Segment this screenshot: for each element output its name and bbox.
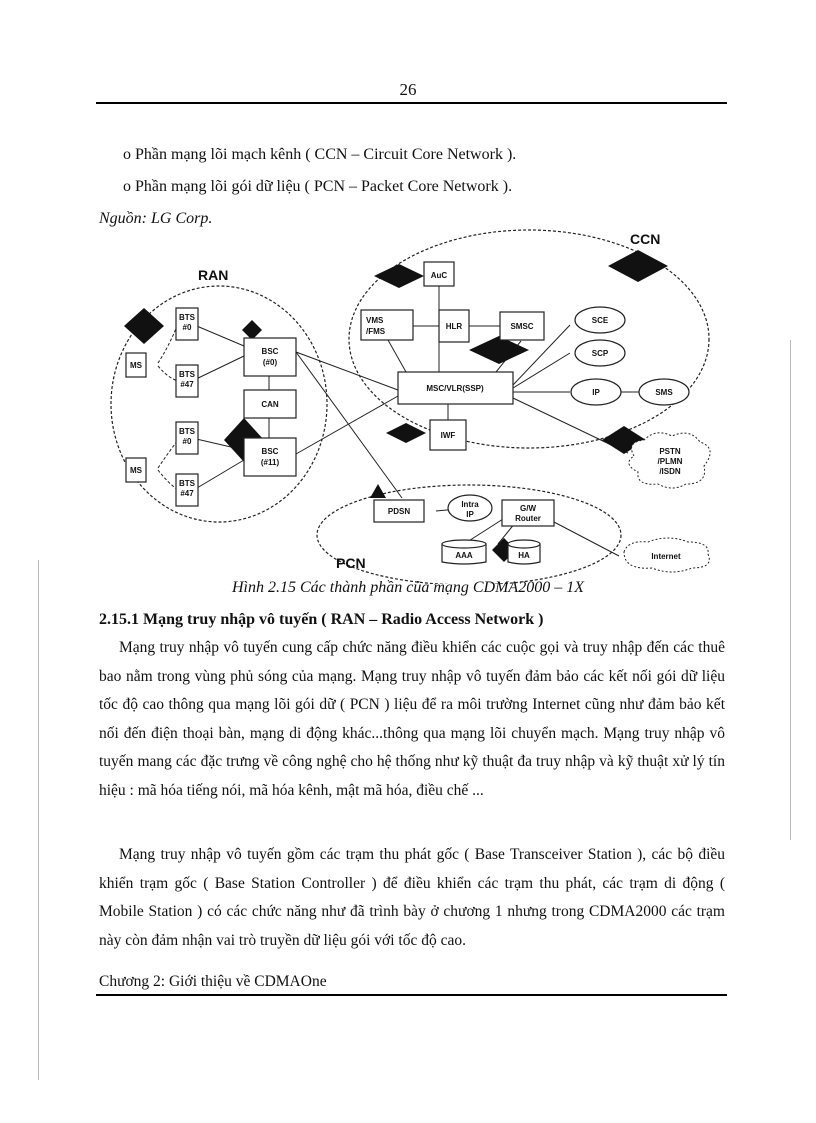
bts0-b-label-2: #0 [182,437,192,446]
ha-label: HA [518,551,530,560]
gw-router-label-1: G/W [520,504,536,513]
ip-label: IP [592,388,600,397]
bts0-b-label-1: BTS [179,427,195,436]
pstn-label-1: PSTN [659,447,681,456]
scan-margin-left [38,560,39,1080]
internet-label: Internet [651,552,681,561]
vms-label-2: /FMS [366,327,386,336]
bsc11-label-2: (#11) [260,458,280,467]
bullet-ccn: o Phần mạng lõi mạch kênh ( CCN – Circuit Core Network ). [123,146,517,163]
bts0-a-label-2: #0 [182,323,192,332]
footer-rule [96,994,727,996]
pstn-label-2: /PLMN [657,457,683,466]
bts47-a-label-1: BTS [179,370,195,379]
gw-router-label-2: Router [515,514,541,523]
auc-label: AuC [430,271,448,280]
figure-source: Nguồn: LG Corp. [99,210,213,227]
scp-label: SCP [591,349,609,358]
page-number: 26 [399,80,417,99]
hlr-label: HLR [445,322,463,331]
bts47-a-label-2: #47 [180,380,194,389]
bsc11-label-1: BSC [261,447,279,456]
cdma2000-network-diagram [96,228,736,584]
can-label: CAN [261,400,279,409]
ms-a-label: MS [130,361,142,370]
ran-label: RAN [198,267,229,283]
aaa-label: AAA [455,551,473,560]
paragraph-2: Mạng truy nhập vô tuyến gồm các trạm thu phát gốc ( Base Transceiver Station ), các bộ điều khiển trạm gốc ( Base Station Controller ) để điều khiển các trạm thu phát, các trạm di động ( Mobile Station ) có các chức năng như đã trình bày ở chương 1 nhưng trong CDMA2000 các trạm này còn đảm nhận vai trò truyền dữ liệu gói với tốc độ cao. [99,846,725,949]
vms-label-1: VMS [366,316,384,325]
section-heading: 2.15.1 Mạng truy nhập vô tuyến ( RAN – Radio Access Network ) [99,611,544,628]
bts47-b-label-1: BTS [179,479,195,488]
bsc0-label-2: (#0) [262,358,278,367]
intra-ip-label-1: Intra [461,500,479,509]
ccn-label: CCN [630,231,661,247]
header-rule [96,102,727,104]
sms-label: SMS [655,388,673,397]
msc-label: MSC/VLR(SSP) [426,384,484,393]
pcn-label: PCN [336,555,366,571]
iwf-label: IWF [440,431,456,440]
footer-chapter: Chương 2: Giới thiệu về CDMAOne [99,973,327,990]
bts47-b-label-2: #47 [180,489,194,498]
smsc-label: SMSC [510,322,534,331]
pstn-label-3: /ISDN [659,467,681,476]
ms-b-label: MS [130,466,142,475]
bullet-pcn: o Phần mạng lõi gói dữ liệu ( PCN – Packet Core Network ). [123,178,513,195]
pdsn-label: PDSN [387,507,411,516]
figure-caption: Hình 2.15 Các thành phần của mạng CDMA2000 – 1X [232,579,584,596]
bts0-a-label-1: BTS [179,313,195,322]
paragraph-1: Mạng truy nhập vô tuyến cung cấp chức năng điều khiển các cuộc gọi và truy nhập đến các thuê bao nằm trong vùng phủ sóng của mạng. Mạng truy nhập vô tuyến đảm bảo các kết nối gói dữ liệu tốc độ cao thông qua mạng lõi gói dữ ( PCN ) liệu để ra môi trường Internet cũng như đảm bảo kết nối đến điện thoại bàn, mạng di động khác...thông qua mạng lõi chuyển mạch. Mạng truy nhập vô tuyến mang các đặc trưng về công nghệ cho hệ thống như kỹ thuật đa truy nhập và kỹ thuật xử lý tín hiệu : mã hóa tiếng nói, mã hóa kênh, mật mã hóa, điều chế ... [99,639,725,799]
sce-label: SCE [591,316,609,325]
intra-ip-label-2: IP [466,510,474,519]
bsc0-label-1: BSC [261,347,279,356]
